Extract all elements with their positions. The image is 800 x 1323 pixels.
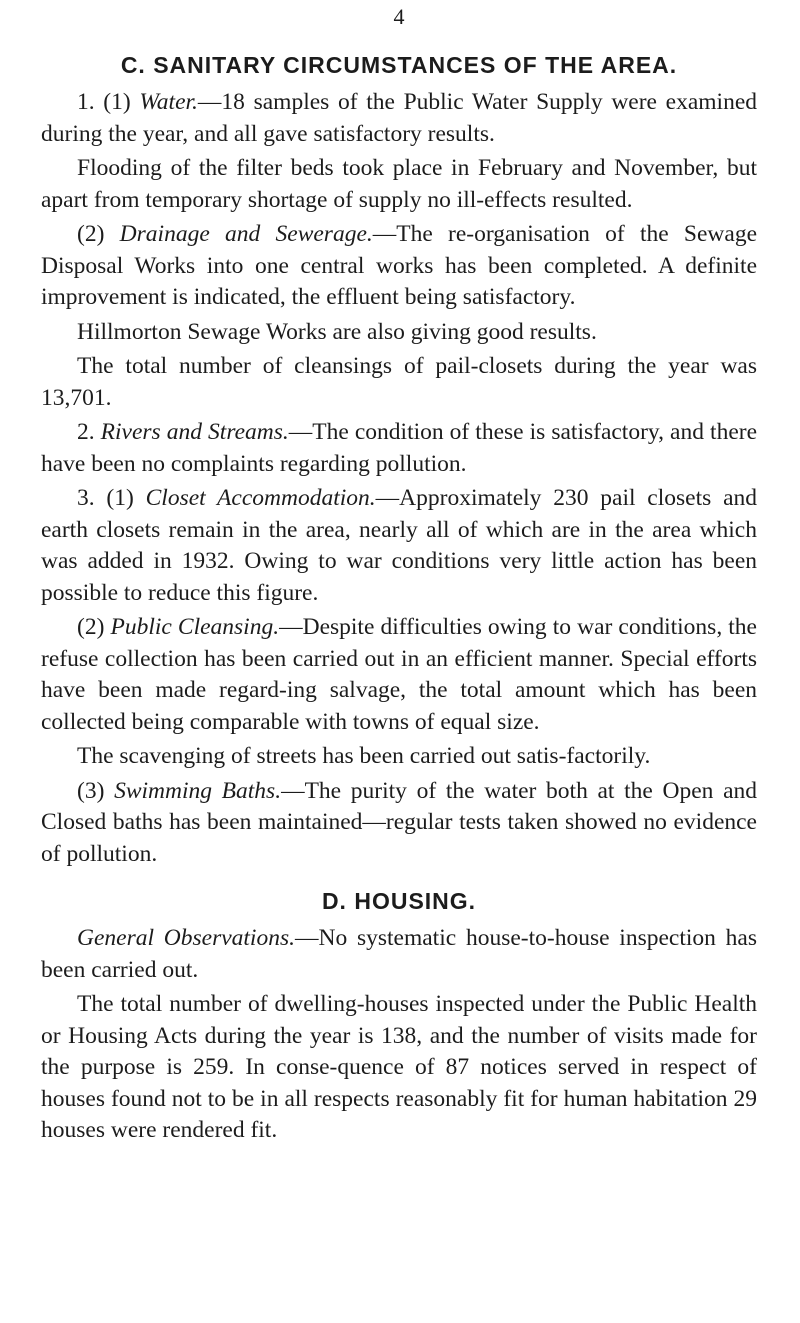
- rivers-title: Rivers and Streams.: [100, 419, 289, 445]
- dwelling-houses-paragraph: The total number of dwelling-houses inspected under the Public Health or Housing Acts during the year is 138, and the number of visits made for the purpose is 259. In conse-quence of 87 notices served in respect of houses found not to be in all respects reasonably fit for human habitation 29 houses were rendered fit.: [41, 991, 757, 1143]
- rivers-paragraph: [41, 417, 757, 480]
- section-d-heading: D. HOUSING.: [321, 888, 477, 914]
- swimming-number: (3): [77, 777, 115, 804]
- swimming-title: Swimming Baths.: [114, 777, 282, 804]
- water-text: —18 samples of the Public Water Supply were examined during the year, and all gave satisfactory results.: [41, 89, 758, 147]
- rivers-number: 2.: [77, 419, 101, 445]
- cleansing-paragraph: [41, 612, 757, 738]
- closet-text: —Approximately 230 pail closets and earth closets remain in the area, nearly all of which are in the area which was added in 1932. Owing to war conditions very little action has been possible to reduce this figure.: [41, 485, 757, 606]
- swimming-paragraph: [41, 776, 757, 871]
- closet-paragraph: [41, 483, 757, 609]
- cleansings-paragraph: The total number of cleansings of pail-closets during the year was 13,701.: [41, 353, 757, 411]
- cleansing-text: —Despite difficulties owing to war conditions, the refuse collection has been carried out in an efficient manner. Special efforts have been made regard-ing salvage, the total amount which has been collected being comparable with towns of equal size.: [41, 614, 757, 735]
- flooding-paragraph: Flooding of the filter beds took place in February and November, but apart from temporary shortage of supply no ill-effects resulted.: [41, 155, 757, 213]
- water-paragraph: [41, 87, 757, 150]
- swimming-text: —The purity of the water both at the Open and Closed baths has been maintained—regular tests taken showed no evidence of pollution.: [41, 777, 757, 867]
- scavenging-paragraph: The scavenging of streets has been carried out satis-factorily.: [77, 743, 651, 769]
- closet-number: 3. (1): [77, 485, 146, 511]
- drainage-text: —The re-organisation of the Sewage Disposal Works into one central works has been completed. A definite improvement is indicated, the effluent being satisfactory.: [41, 221, 758, 310]
- drainage-number: (2): [77, 221, 120, 247]
- water-title: Water.: [139, 89, 198, 115]
- water-number: 1. (1): [77, 89, 140, 115]
- drainage-title: Drainage and Sewerage.: [119, 221, 373, 247]
- closet-title: Closet Accommodation.: [145, 485, 376, 511]
- general-observations-paragraph: [41, 923, 757, 986]
- general-observations-title: General Observations.: [77, 925, 295, 951]
- cleansing-title: Public Cleansing.: [110, 614, 280, 640]
- document-page: [41, 0, 757, 1147]
- section-c-heading: C. SANITARY CIRCUMSTANCES OF THE AREA.: [120, 52, 678, 78]
- page-number: 4: [393, 4, 405, 29]
- cleansing-number: (2): [77, 614, 111, 640]
- general-observations-text: —No systematic house-to-house inspection has been carried out.: [41, 925, 757, 983]
- rivers-text: —The condition of these is satisfactory, and there have been no complaints regarding pollution.: [41, 419, 758, 477]
- drainage-paragraph: [41, 219, 757, 314]
- hillmorton-paragraph: Hillmorton Sewage Works are also giving good results.: [77, 318, 597, 345]
